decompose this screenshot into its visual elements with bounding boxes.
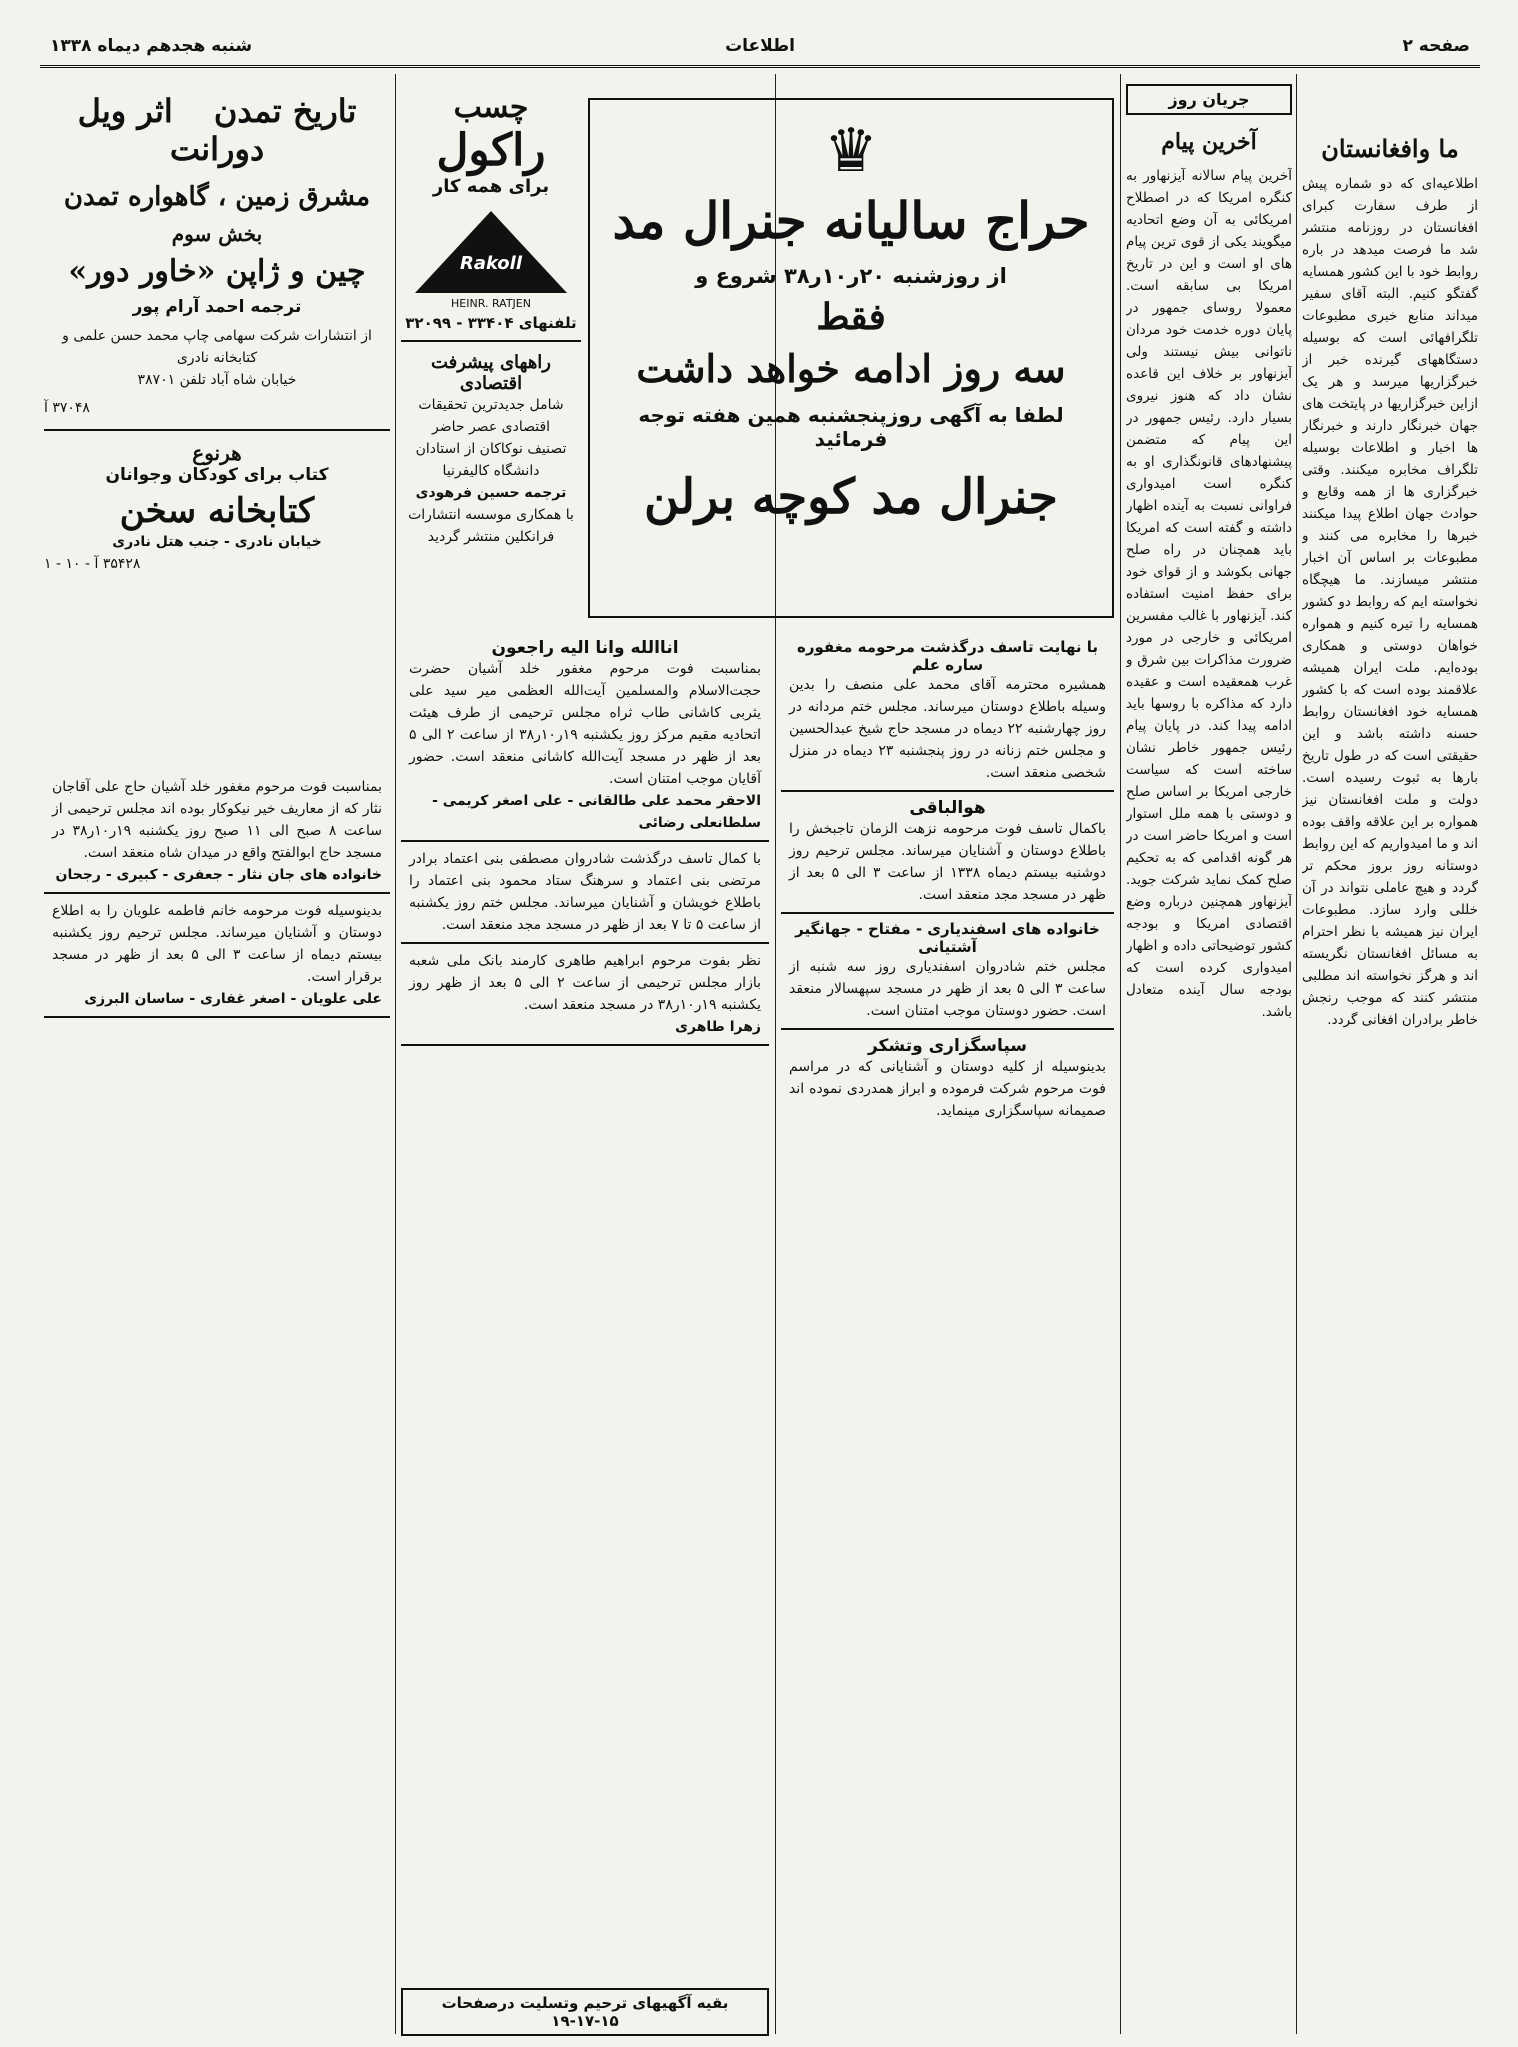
rakoll-brand: Rakoll	[459, 253, 523, 274]
book-volume: چین و ژاپن «خاور دور»	[68, 254, 366, 289]
rakoll-sub: برای همه کار	[432, 176, 550, 197]
hornou-shop: کتابخانه سخن	[119, 491, 315, 531]
hornou-address: خیابان نادری - جنب هتل نادری	[112, 534, 322, 550]
book-publisher: از انتشارات شرکت سهامی چاپ محمد حسن علمی و کتابخانه نادری	[62, 328, 372, 366]
column-books	[44, 74, 390, 764]
notice-title: اناالله وانا الیه راجعون	[491, 638, 679, 658]
notice-title: خانواده های اسفندیاری - مفتاح - جهانگیر آشتیانی	[795, 920, 1100, 956]
notices-footer: بقیه آگهیهای ترحیم وتسلیت درصفحات ۱۵-۱۷-۱۹	[401, 1988, 769, 2036]
general-mode-ad	[588, 98, 1114, 618]
crown-icon: ♛	[824, 116, 878, 186]
rakoll-phones: تلفنهای ۳۳۴۰۴ - ۳۲۰۹۹	[405, 314, 577, 332]
notice-sign: زهرا طاهری	[675, 1019, 761, 1035]
column-rakoll	[401, 74, 581, 634]
ad-code: ۳۵۴۲۸ آ - ۱۰ - ۱	[44, 556, 141, 572]
notice	[781, 632, 1114, 792]
book-address: خیابان شاه آباد تلفن ۳۸۷۰۱	[137, 372, 297, 388]
article-body: آخرین پیام سالانه آیزنهاور به کنگره امریکا که در اصطلاح امریکائی به آن وضع اتحادیه میگویند یکی از قوی ترین پیام های او است و این در تاریخ امریکا بی سابقه است. معمولا روسای جمهور در پایان دوره خدمت خود مردان ناتوانی بیش نیستند ولی آیزنهاور بر خلاف این قاعده نشان داد که هنوز نیروی بسیار دارد. رئیس جمهور در این پیام که متضمن پیشنهادهای قانونگذاری او به کنگره است امیدواری فراوانی نسبت به آینده اظهار داشته و گفته است که امریکا باید همچنان در راه صلح جهانی بکوشد و از قوای خود برای حفظ امنیت استفاده کند. آیزنهاور با غالب مفسرین امریکائی و خارجی در مورد ضرورت مذاکرات بین شرق و غرب همعقیده است و عقیده دارد که مذاکره با روسها باید ادامه پیدا کند. در پایان پیام رئیس جمهور خاطر نشان ساخته است که سیاست خارجی امریکا بر اساس صلح و دوستی با همه ملل استوار است و امریکا حاضر است در هر گونه اقدامی که به تحکیم صلح کمک نماید شرکت جوید. آیزنهاور همچنین درباره وضع اقتصادی امریکا و بودجه کشور توضیحاتی داده و اظهار امیدواری کرده است که بودجه سال آینده متعادل باشد.	[1126, 168, 1292, 1020]
book-sub: تصنیف نوکاکان از استادان دانشگاه کالیفرنیا	[415, 441, 567, 479]
notice	[44, 894, 390, 1018]
notice-sign: علی علویان - اصغر غفاری - ساسان البرزی	[84, 991, 382, 1007]
book-subtitle: مشرق زمین ، گاهواره تمدن	[63, 182, 371, 212]
ad-dates: از روزشنبه ۲۰ر۱۰ر۳۸ شروع و	[695, 264, 1007, 288]
rakoll-maker: HEINR. RATJEN	[451, 297, 531, 310]
notice	[781, 914, 1114, 1030]
notice	[781, 1030, 1114, 1128]
notice-body: با کمال تاسف درگذشت شادروان مصطفی بنی اعتماد برادر مرتضی بنی اعتماد و سرهنگ ستاد محمود بنی اعتماد را باطلاع خویشان و آشنایان میرساند. مجلس ختم روز یکشنبه از ساعت ۵ تا ۷ بعد از ظهر در مسجد مجد منعقد است.	[409, 851, 761, 933]
ad-store: جنرال مد کوچه برلن	[644, 469, 1058, 525]
book-title	[44, 92, 390, 168]
notices-column-left	[44, 770, 390, 2040]
notice-body: بمناسبت فوت مرحوم مغفور خلد آشیان حاج علی آقاجان نثار که از معاریف خیر نیکوکار بوده اند مجلس ترحیمی از ساعت ۸ صبح الی ۱۱ صبح روز یکشنبه ۱۹ر۱۰ر۳۸ در مسجد حاج ابوالفتح واقع در میدان شاه منعقد است.	[52, 779, 383, 861]
column-rule	[1120, 74, 1121, 2034]
hornou-sub: کتاب برای کودکان وجوانان	[105, 465, 329, 485]
notice	[401, 632, 769, 842]
page-header	[40, 28, 1480, 68]
book-translator: ترجمه احمد آرام پور	[132, 297, 302, 317]
rakoll-triangle-icon	[411, 207, 571, 297]
notice	[401, 944, 769, 1046]
ad-only: فقط	[816, 296, 886, 338]
notice-body: بدینوسیله فوت مرحومه خانم فاطمه علویان را به اطلاع دوستان و آشنایان میرساند. مجلس ترحیم روز یکشنبه بیستم دیماه از ساعت ۳ الی ۵ بعد از ظهر در مسجد برقرار است.	[52, 903, 382, 985]
notice	[781, 792, 1114, 914]
notice-sign: الاحقر محمد علی طالقانی - علی اصغر کریمی - سلطانعلی رضائی	[432, 793, 761, 831]
book-translator: ترجمه حسین فرهودی	[415, 485, 567, 501]
notice-title: سپاسگزاری وتشکر	[867, 1036, 1028, 1056]
notices-column-middle	[401, 632, 769, 2032]
column-last-message	[1126, 74, 1292, 2034]
notice-body: نظر بفوت مرحوم ابراهیم طاهری کارمند بانک ملی شعبه بازار مجلس ترحیمی از ساعت ۲ الی ۵ بعد از ظهر روز یکشنبه ۱۹ر۱۰ر۳۸ در مسجد منعقد است.	[409, 953, 761, 1013]
notice	[401, 842, 769, 944]
notice-body: باکمال تاسف فوت مرحومه نزهت الزمان تاجبخش را باطلاع دوستان و آشنایان میرساند. مجلس ترحیم روز دوشنبه بیستم دیماه ۱۳۳۸ از ساعت ۳ الی ۵ بعد از ظهر در مسجد مجد منعقد است.	[789, 821, 1106, 903]
article-title: آخرین پیام	[1161, 129, 1257, 155]
notice-sign: خانواده های جان نثار - جعفری - کبیری - رجحان	[55, 867, 382, 883]
ad-note: لطفا به آگهی روزپنجشنبه همین هفته توجه فرمائید	[638, 403, 1064, 451]
rakoll-logo	[411, 207, 571, 297]
ad-duration: سه روز ادامه خواهد داشت	[636, 346, 1066, 391]
issue-date: شنبه هجدهم دیماه ۱۳۳۸	[50, 36, 253, 56]
book-publisher: با همکاری موسسه انتشارات فرانکلین منتشر گردید	[408, 507, 574, 545]
section-box: جریان روز	[1126, 84, 1292, 115]
ad-code: ۳۷۰۴۸ آ	[44, 400, 90, 416]
notice-body: بمناسبت فوت مرحوم مغفور خلد آشیان حضرت حجت‌الاسلام والمسلمین آیت‌الله العظمی میر سید علی یثربی کاشانی طاب ثراه مجلس ترحیمی از طرف هیئت اتحادیه مقیم مرکز روز یکشنبه ۱۹ر۱۰ر۳۸ از ساعت ۲ الی ۵ بعد از ظهر در مسجد آیت‌الله کاشانی منعقد است. حضور آقایان موجب امتنان است.	[409, 661, 761, 787]
ad-headline: حراج سالیانه جنرال مد	[612, 191, 1090, 250]
notice	[44, 770, 390, 894]
hornou-title: هرنوع	[192, 441, 242, 465]
column-rule	[395, 74, 396, 2034]
book-title: راههای پیشرفت اقتصادی	[430, 352, 552, 394]
notice-body: همشیره محترمه آقای محمد علی منصف را بدین وسیله باطلاع دوستان میرساند. مجلس ختم مردانه در روز چهارشنبه ۲۲ دیماه در مسجد حاج شیخ عبدالحسین و مجلس ختم زنانه در روز پنجشنبه ۲۳ دیماه در منزل شخصی منعقد است.	[789, 677, 1106, 781]
notice-title: با نهایت تاسف درگذشت مرحومه مغفوره ساره علم	[797, 638, 1098, 674]
book-title-main: تاریخ تمدن	[213, 92, 357, 130]
notice-body: مجلس ختم شادروان اسفندیاری روز سه شنبه از ساعت ۳ الی ۵ بعد از ظهر در مسجد سپهسالار منعقد است. حضور دوستان موجب امتنان است.	[789, 959, 1106, 1019]
rakoll-top: چسب	[453, 90, 529, 125]
column-rule	[1296, 74, 1297, 2034]
article-body: اطلاعیه‌ای که دو شماره پیش از طرف سفارت کبرای افغانستان در روزنامه منتشر شد ما فرصت میدهد در باره روابط خود با این کشور همسایه گفتگو کنیم. البته آقای سفیر میداند منابع خبری مطبوعات تلگرافهائی است که بوسیله دستگاههای گیرنده خبر از خبرگزاریها میرسد و هر یک ازاین خبرگزاریها در پایتخت های جهان خبرنگار دارند و خبرنگار ها اخبار و اطلاعات بوسیله تلگراف مخابره میکنند. وقتی خبرگزاری ها از همه وقایع و حوادث جهان اطلاع پیدا میکنند خبرها را مخابره می کنند و مطبوعات بر اساس آن اخبار منتشر میسازند. ما هیچگاه نخواسته ایم که روابط دو کشور همسایه را تیره کنیم و همواره خواهان دوستی و همکاری بوده‌ایم. ملت ایران همیشه علاقمند بوده است که با کشور همسایه خود افغانستان روابط حسنه داشته باشد و این حقیقتی است که در طول تاریخ بارها به ثبوت رسیده است. دولت و ملت افغانستان نیز همواره بر این علاقه واقف بوده اند و ما امیدواریم که این روابط دوستانه روز بروز محکم تر گردد و هیچ عاملی نتواند در آن خللی وارد سازد. مطبوعات ایران نیز همیشه با نظر احترام به مسائل افغانستان نگریسته اند و هرگز نخواسته اند مطلبی منتشر کنند که موجب رنجش خاطر برادران افغانی گردد.	[1302, 176, 1478, 1028]
rakoll-name: راکول	[436, 125, 546, 176]
book-sub: شامل جدیدترین تحقیقات اقتصادی عصر حاضر	[418, 397, 564, 435]
article-title: ما وافغانستان	[1321, 134, 1459, 163]
book-author: اثر ویل دورانت	[77, 92, 265, 168]
notice-body: بدینوسیله از کلیه دوستان و آشنایانی که در مراسم فوت مرحوم شرکت فرموده و ابراز همدردی نموده اند صمیمانه سپاسگزاری مینماید.	[789, 1059, 1106, 1119]
column-afghanistan	[1302, 74, 1478, 2034]
newspaper-name: اطلاعات	[725, 36, 795, 56]
page-number: صفحه ۲	[1402, 36, 1470, 56]
notices-column-right	[781, 632, 1114, 2032]
book-part: بخش سوم	[171, 222, 263, 246]
notice-title: هوالباقی	[909, 798, 986, 818]
